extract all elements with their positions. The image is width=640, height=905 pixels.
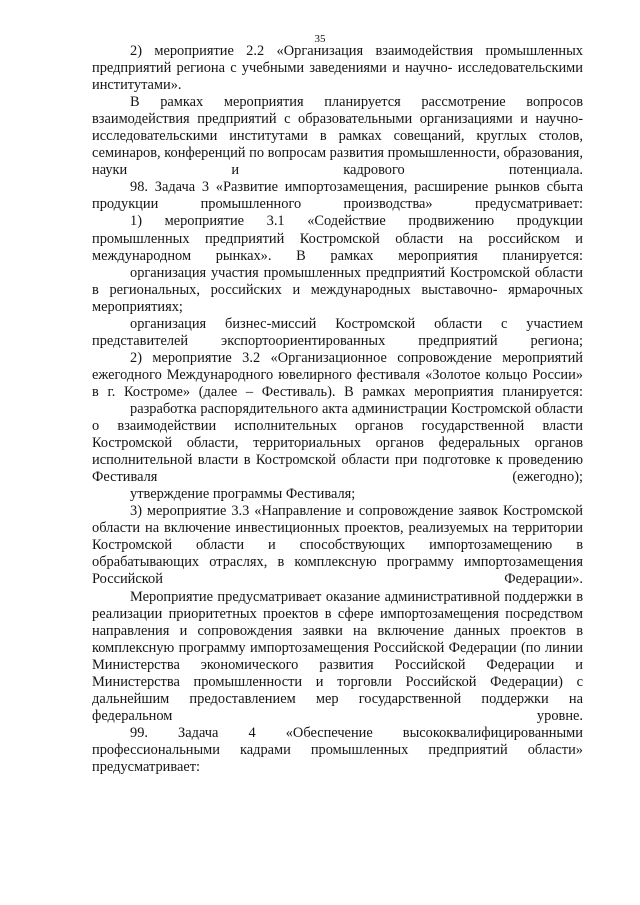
- text-line: столов, семинаров, конференций по вопросам развития промышленности,: [92, 128, 583, 162]
- paragraph-business-missions: [92, 316, 583, 350]
- text-line: организация участия промышленных предприятий Костромской: [130, 264, 531, 281]
- paragraph-measure-2-2: [92, 43, 583, 94]
- text-line: организация бизнес-миссий Костромской области с участием: [130, 315, 583, 332]
- document-body: [92, 43, 583, 776]
- text-line: поддержки в реализации приоритетных проектов в сфере: [92, 588, 583, 622]
- text-line: утверждение программы Фестиваля;: [130, 486, 356, 503]
- text-line: 99. Задача 4 «Обеспечение высококвалифицированными: [130, 724, 583, 741]
- text-line: импортозамещения Российской Федерации (по линии Министерства: [92, 639, 583, 673]
- text-line: международном рынках». В рамках мероприятия планируется:: [92, 247, 583, 264]
- text-line: В рамках мероприятия планируется рассмотрение вопросов: [130, 94, 583, 111]
- text-line: импортозамещения посредством направления и сопровождения заявки на: [92, 605, 584, 639]
- paragraph-measure-3-2: [92, 350, 583, 401]
- text-line: 1) мероприятие 3.1 «Содействие продвижению продукции: [130, 213, 583, 230]
- paragraph-exhibitions: [92, 265, 583, 316]
- paragraph-measure-3-1: [92, 213, 583, 264]
- text-line: 98. Задача 3 «Развитие импортозамещения, расширение рынков: [130, 179, 540, 196]
- text-line: научно-исследовательскими институтами в рамках совещаний, круглых: [92, 111, 583, 145]
- paragraph-task-3: [92, 179, 583, 213]
- text-line: планируется:: [502, 383, 583, 400]
- text-line: импортозамещению в обрабатывающих отраслях, в комплексную: [92, 537, 583, 571]
- text-line: представителей экспортоориентированных предприятий региона;: [92, 332, 583, 349]
- text-line: Мероприятие предусматривает оказание административной: [130, 588, 500, 605]
- paragraph-measure-3-3: [92, 503, 583, 588]
- text-line: проведению Фестиваля (ежегодно);: [92, 452, 583, 486]
- text-line: образования, науки и кадрового потенциала.: [92, 145, 583, 179]
- text-line: власти Костромской области, территориальных органов федеральных: [92, 418, 583, 452]
- page-number: 35: [314, 33, 326, 45]
- text-line: 2) мероприятие 3.2 «Организационное сопровождение мероприятий: [130, 349, 583, 366]
- paragraph-administrative-act: [92, 401, 583, 486]
- text-line: программу импортозамещения Российской Федерации».: [92, 554, 583, 588]
- text-line: области в региональных, российских и международных выставочно-: [92, 264, 583, 298]
- text-line: включение данных проектов в комплексную программу: [92, 622, 583, 656]
- text-line: экономического развития Российской Федерации и Министерства: [92, 656, 583, 690]
- text-line: сбыта продукции промышленного производства» предусматривает:: [92, 179, 583, 213]
- text-line: реализуемых на территории Костромской области и способствующих: [92, 520, 583, 554]
- paragraph-measure-2-2-details: [92, 94, 583, 179]
- paragraph-festival-program: [92, 486, 583, 503]
- text-line: предусматривает:: [92, 758, 201, 775]
- text-line: промышленных предприятий Костромской области на российском и: [92, 230, 583, 247]
- text-line: 3) мероприятие 3.3 «Направление и сопровождение заявок: [130, 503, 498, 520]
- text-line: 2) мероприятие 2.2 «Организация взаимодействия промышленных: [130, 43, 583, 59]
- paragraph-task-4: [92, 725, 583, 776]
- text-line: взаимодействия предприятий с образовательными организациями и: [92, 111, 528, 128]
- text-line: промышленности и торговли Российской Федерации) с дальнейшим: [92, 673, 583, 707]
- paragraph-support-description: [92, 589, 583, 725]
- text-line: исследовательскими институтами».: [92, 60, 583, 94]
- text-line: ежегодного Международного ювелирного фестиваля «Золотое кольцо: [92, 366, 528, 383]
- text-line: разработка распорядительного акта администрации Костромской: [130, 400, 532, 417]
- text-line: профессиональными кадрами промышленных предприятий области»: [92, 741, 583, 758]
- text-line: предприятий региона с учебными заведениями и научно-: [92, 60, 453, 77]
- text-line: России» в г. Костроме» (далее – Фестиваль). В рамках мероприятия: [92, 366, 583, 400]
- text-line: Костромской области на включение инвестиционных проектов,: [92, 503, 583, 537]
- text-line: предоставлением мер государственной поддержки на федеральном уровне.: [92, 690, 583, 724]
- text-line: органов исполнительной власти в Костромской области при подготовке к: [92, 435, 583, 469]
- text-line: ярмарочных мероприятиях;: [92, 281, 583, 315]
- text-line: области о взаимодействии исполнительных органов государственной: [92, 400, 583, 435]
